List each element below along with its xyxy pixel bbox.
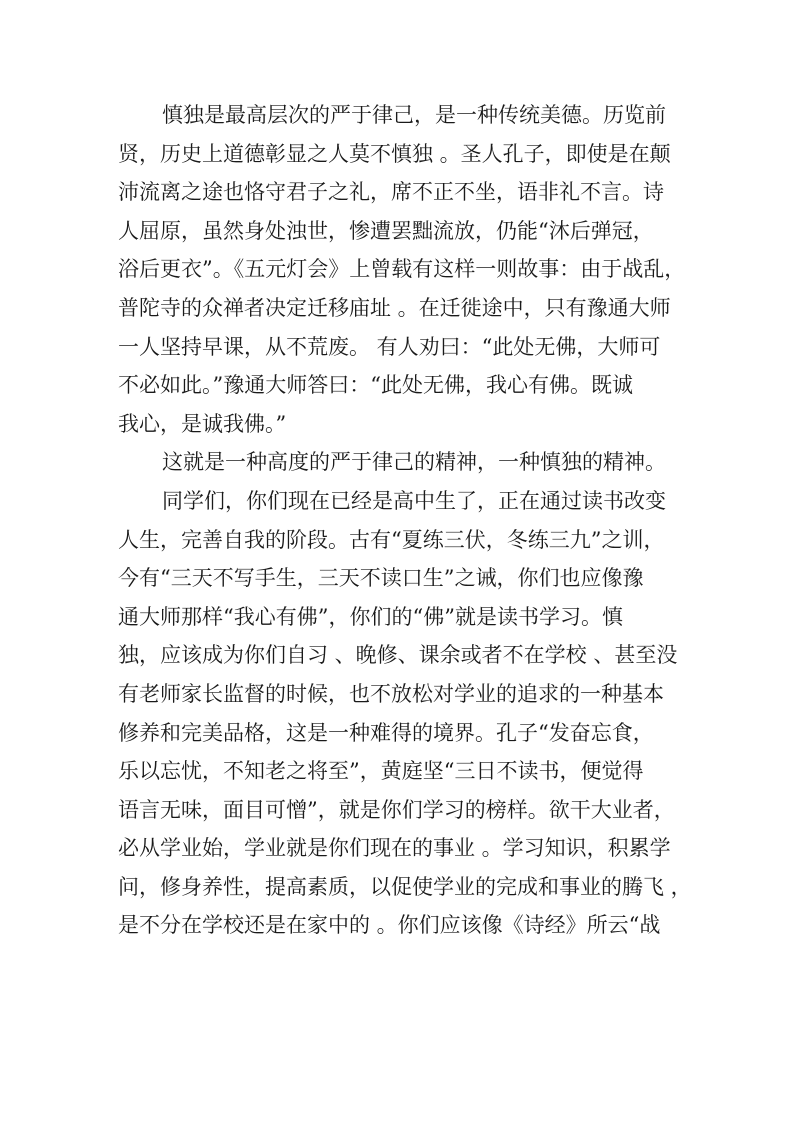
text-line: 这就是一种高度的严于律己的精神，一种慎独的精神。: [162, 450, 666, 475]
text-line: 人生，完善自我的阶段。古有“夏练三伏，冬练三九”之训，: [118, 527, 665, 552]
text-line: 通大师那样“我心有佛”，你们的“佛”就是读书学习。慎: [118, 604, 623, 629]
text-line: 沛流离之途也恪守君子之礼，席不正不坐，语非礼不言。诗: [118, 180, 664, 205]
text-line: 语言无味，面目可憎”，就是你们学习的榜样。欲干大业者，: [118, 797, 675, 822]
text-line: 一人坚持早课，从不荒废。 有人劝曰：“此处无佛，大师可: [118, 334, 661, 359]
text-line: 有老师家长监督的时候，也不放松对学业的追求的一种基本: [118, 681, 664, 706]
text-line: 慎独是最高层次的严于律己，是一种传统美德。历览前: [162, 103, 666, 127]
text-line: 普陀寺的众禅者决定迁移庙址 。在迁徙途中，只有豫通大师: [118, 295, 671, 320]
text-line: 贤，历史上道德彰显之人莫不慎独 。圣人孔子，即使是在颠: [118, 141, 671, 166]
text-line: 是不分在学校还是在家中的 。你们应该像《诗经》所云“战: [118, 913, 661, 938]
text-line: 不必如此。”豫通大师答曰：“此处无佛，我心有佛。既诚: [118, 373, 633, 398]
text-line: 浴后更衣”。《五元灯会》上曾载有这样一则故事：由于战乱，: [118, 257, 686, 282]
document-body: [118, 96, 692, 945]
text-line: 必从学业始，学业就是你们现在的事业 。学习知识，积累学: [118, 836, 671, 861]
text-line: 修养和完美品格，这是一种难得的境界。孔子“发奋忘食，: [118, 720, 654, 745]
text-line: 今有“三天不写手生，三天不读口生”之诫，你们也应像豫: [118, 566, 644, 591]
text-line: 人屈原，虽然身处浊世，惨遭罢黜流放，仍能“沐后弹冠，: [118, 218, 654, 243]
text-line: 问，修身养性，提高素质，以促使学业的完成和事业的腾飞 ，: [118, 874, 692, 899]
text-line: 同学们，你们现在已经是高中生了，正在通过读书改变: [162, 488, 666, 513]
text-line: 乐以忘忧，不知老之将至”，黄庭坚“三日不读书，便觉得: [118, 759, 644, 784]
text-line: 我心，是诚我佛。”: [118, 411, 287, 436]
text-line: 独，应该成为你们自习 、晚修、课余或者不在学校 、甚至没: [118, 643, 678, 668]
